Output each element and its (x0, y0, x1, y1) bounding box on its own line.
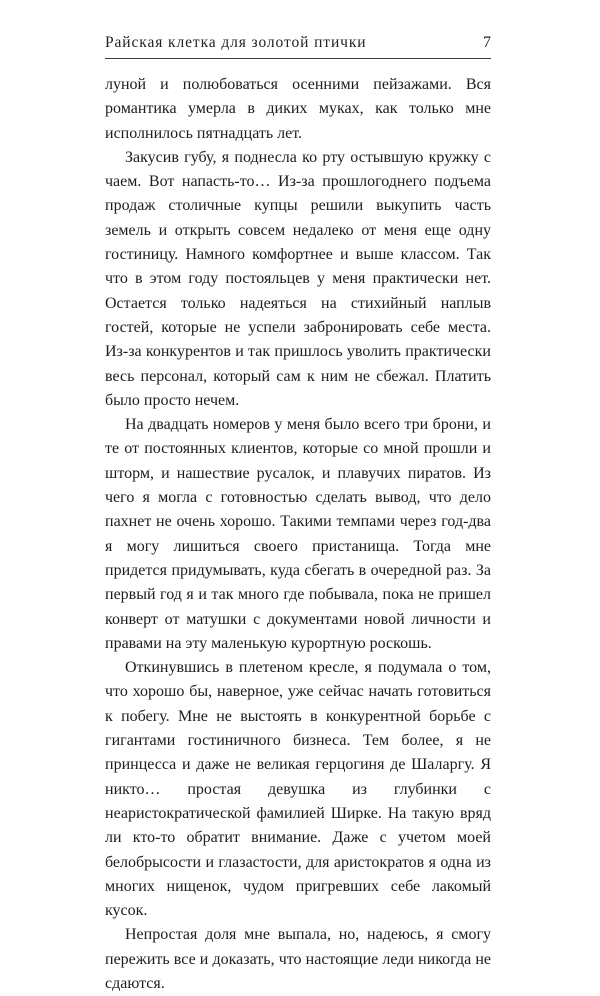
paragraph: Откинувшись в плетеном кресле, я подумала о том, что хорошо бы, наверное, уже сейчас начать готовиться к побегу. Мне не выстоять в конкурентной борьбе с гигантами гостиничного бизнеса. Тем более, я не принцесса и даже не великая герцогиня де Шаларгу. Я никто… простая девушка из глубинки с неаристократической фамилией Ширке. На такую вряд ли кто-то обратит внимание. Даже с учетом моей белобрысости и глазастости, для аристократов я одна из многих нищенок, чудом пригревших себе лакомый кусок. (105, 659, 491, 920)
paragraph: Закусив губу, я поднесла ко рту остывшую кружку с чаем. Вот напасть-то… Из-за прошлогоднего подъема продаж столичные купцы решили выкупить часть земель и открыть совсем недалеко от меня еще одну гостиницу. Намного комфортнее и выше классом. Так что в этом году постояльцев у меня практически нет. Остается только надеяться на стихийный наплыв гостей, которые не успели забронировать себе места. Из-за конкурентов и так пришлось уволить практически весь персонал, который сам к ним не сбежал. Платить было просто нечем. (105, 148, 491, 409)
page-number: 7 (483, 34, 491, 51)
book-page (105, 34, 491, 996)
body-text (105, 73, 491, 996)
running-title: Райская клетка для золотой птички (105, 34, 367, 51)
paragraph-continued: луной и полюбоваться осенними пейзажами. Вся романтика умерла в диких муках, как только мне исполнилось пятнадцать лет. (105, 76, 491, 142)
paragraph: Непростая доля мне выпала, но, надеюсь, я смогу пережить все и доказать, что настоящие леди никогда не сдаются. (105, 926, 491, 992)
paragraph: На двадцать номеров у меня было всего три брони, и те от постоянных клиентов, которые со мной прошли и шторм, и нашествие русалок, и плавучих пиратов. Из чего я могла с готовностью сделать вывод, что дело пахнет не очень хорошо. Такими темпами через год-два я могу лишиться своего пристанища. Тогда мне придется придумывать, куда сбегать в очередной раз. За первый год я и так много где побывала, пока не пришел конверт от матушки с документами новой личности и правами на эту маленькую курортную роскошь. (105, 416, 491, 652)
running-header (105, 34, 491, 59)
